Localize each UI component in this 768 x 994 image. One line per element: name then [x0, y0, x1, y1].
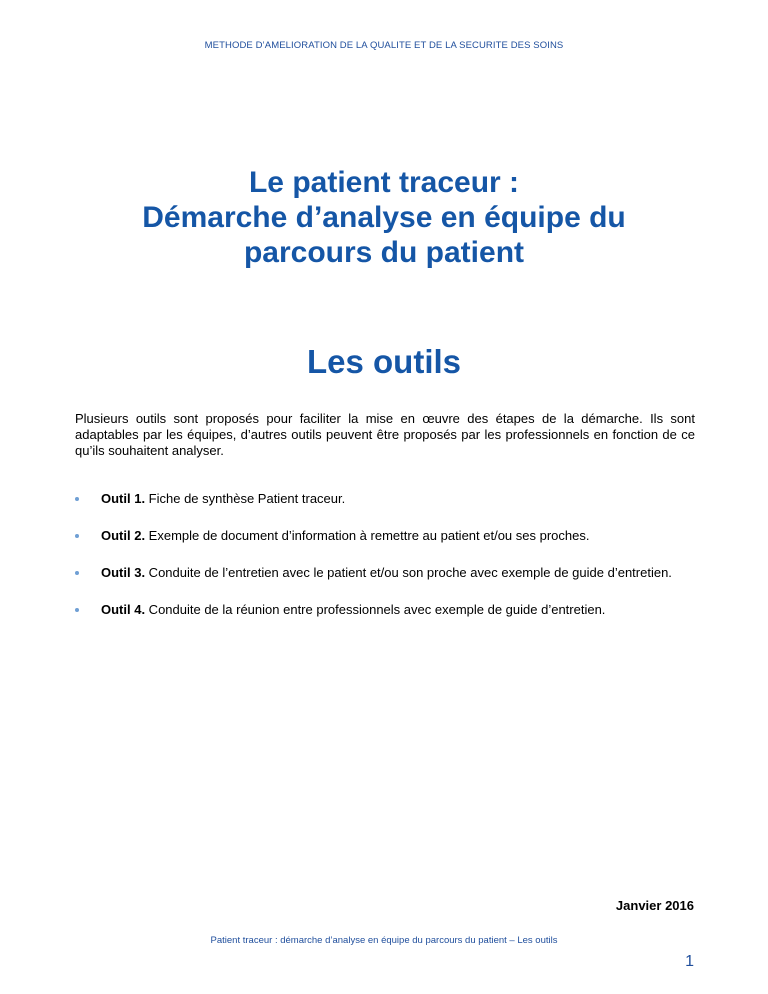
tool-description: Fiche de synthèse Patient traceur.	[145, 491, 346, 506]
list-item	[75, 491, 695, 507]
list-item	[75, 565, 695, 581]
tool-label: Outil 1.	[101, 491, 146, 506]
page-number: 1	[685, 953, 694, 970]
bullet-icon	[75, 608, 79, 612]
title-line-1: Le patient traceur :	[248, 166, 520, 199]
tool-label: Outil 4.	[101, 602, 146, 617]
bullet-icon	[75, 534, 79, 538]
list-item	[75, 528, 695, 544]
title-line-3: parcours du patient	[243, 236, 525, 269]
section-title: Les outils	[306, 343, 462, 380]
tool-description: Conduite de l’entretien avec le patient et/ou son proche avec exemple de guide d’entretien.	[145, 565, 672, 580]
bullet-icon	[75, 497, 79, 501]
tools-list	[75, 491, 695, 639]
tool-label: Outil 3.	[101, 565, 146, 580]
intro-paragraph: Plusieurs outils sont proposés pour faciliter la mise en œuvre des étapes de la démarche. Ils sont adaptables par les équipes, d’autres outils peuvent être proposés par les professionnels en fonction de ce qu’ils souhaitent analyser.	[75, 411, 695, 458]
tool-description: Exemple de document d’information à remettre au patient et/ou ses proches.	[145, 528, 590, 543]
title-line-2: Démarche d’analyse en équipe du	[142, 201, 626, 234]
publication-date: Janvier 2016	[615, 898, 694, 913]
tool-label: Outil 2.	[101, 528, 146, 543]
bullet-icon	[75, 571, 79, 575]
list-item	[75, 602, 695, 618]
tool-description: Conduite de la réunion entre professionnels avec exemple de guide d’entretien.	[145, 602, 606, 617]
running-footer: Patient traceur : démarche d’analyse en équipe du parcours du patient – Les outils	[210, 935, 558, 946]
running-header: METHODE D’AMELIORATION DE LA QUALITE ET DE LA SECURITE DES SOINS	[204, 40, 564, 51]
document-title	[0, 165, 768, 270]
